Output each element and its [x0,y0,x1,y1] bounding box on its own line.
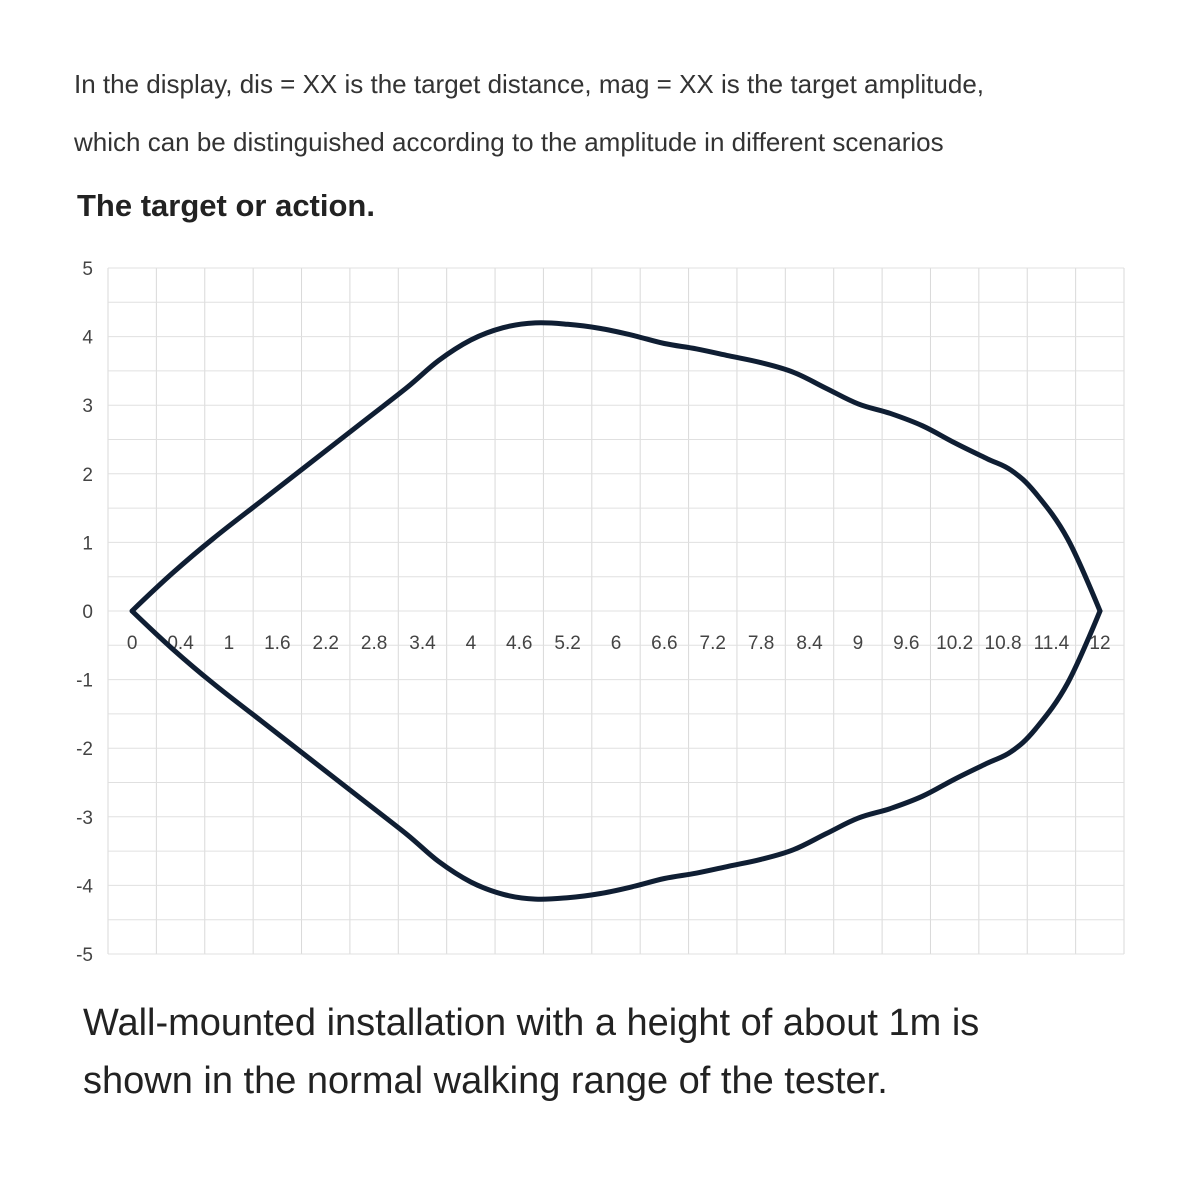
y-tick-label: -3 [76,807,93,829]
x-tick-label: 2.8 [360,633,388,654]
x-tick-label: 8.4 [796,633,823,654]
x-tick-label: 10.8 [984,633,1022,654]
x-tick-label: 4 [465,633,477,654]
chart-grid [108,268,1124,954]
y-tick-label: -2 [76,739,93,761]
caption [83,994,979,1110]
y-tick-label: -5 [76,945,93,966]
x-tick-label: 6 [610,633,622,654]
y-tick-label: 2 [82,464,93,486]
x-tick-label: 2.2 [312,633,339,654]
x-tick-label: 11.4 [1033,633,1070,654]
x-tick-label: 7.8 [747,633,775,654]
intro-line-1: In the display, dis = XX is the target distance, mag = XX is the target amplitude, [74,69,985,99]
y-tick-label: 4 [82,327,93,349]
section-heading: The target or action. [77,188,375,223]
x-tick-label: 0.4 [167,633,194,654]
y-tick-label: -4 [76,876,93,898]
x-tick-label: 9.6 [893,633,920,654]
y-tick-label: 5 [82,259,93,280]
intro-line-2: which can be distinguished according to the amplitude in different scenarios [74,127,944,157]
caption-line-1: Wall-mounted installation with a height of about 1m is [83,1002,980,1044]
y-tick-label: 0 [82,602,93,623]
x-tick-label: 4.6 [506,633,533,654]
x-tick-label: 12 [1089,633,1111,654]
x-tick-label: 10.2 [936,633,974,654]
coverage-chart [0,240,1200,980]
x-tick-label: 1 [223,633,235,654]
x-tick-label: 5.2 [554,633,581,654]
y-tick-label: 1 [82,533,93,555]
x-axis-ticks [127,633,1111,654]
x-tick-label: 9 [852,633,864,654]
x-tick-label: 6.6 [651,633,678,654]
y-tick-label: -1 [76,670,93,692]
caption-line-2: shown in the normal walking range of the tester. [83,1060,888,1102]
y-axis-ticks [76,259,93,966]
x-tick-label: 3.4 [409,633,436,654]
x-tick-label: 1.6 [264,633,291,654]
y-tick-label: 3 [82,396,93,418]
x-tick-label: 7.2 [699,633,726,654]
x-tick-label: 0 [126,633,138,654]
